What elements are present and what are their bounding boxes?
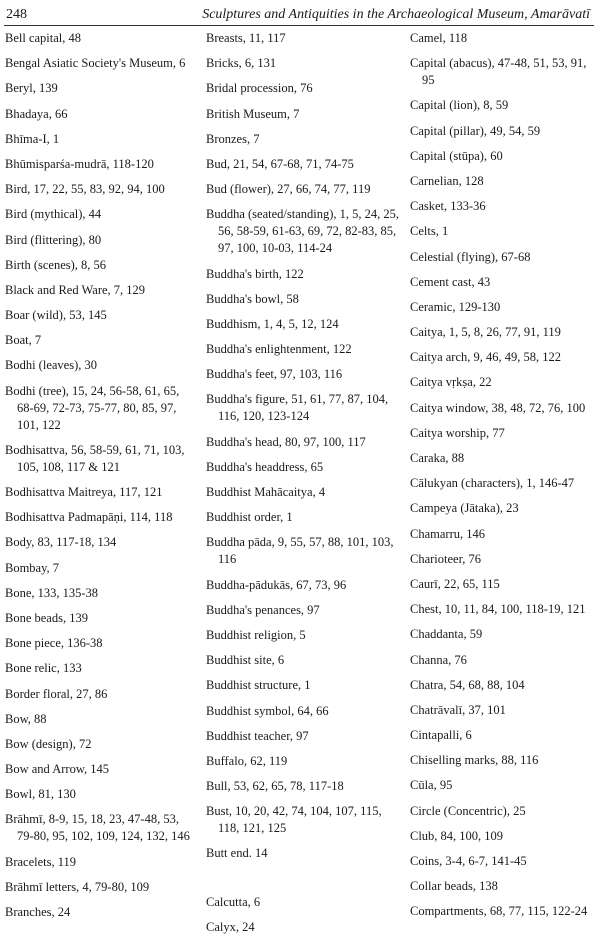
index-entry: Bengal Asiatic Society's Museum, 6: [5, 56, 186, 71]
index-column-1: [5, 30, 197, 929]
index-entry: Chest, 10, 11, 84, 100, 118-19, 121: [410, 602, 586, 617]
index-entry: Cintapalli, 6: [410, 728, 472, 743]
index-entry: Breasts, 11, 117: [206, 31, 286, 45]
index-entry: Chatra, 54, 68, 88, 104: [410, 677, 525, 692]
index-column-2: [206, 30, 402, 944]
index-entry: Bracelets, 119: [5, 854, 77, 869]
index-entry: Chatrāvalī, 37, 101: [410, 702, 506, 717]
page-header: [6, 6, 590, 26]
index-entry: Buddhist teacher, 97: [206, 728, 309, 743]
index-entry: Cement cast, 43: [410, 274, 491, 289]
index-entry: Buddha's head, 80, 97, 100, 117: [206, 434, 366, 449]
index-entry: Bodhisattva Padmapāṇi, 114, 118: [5, 510, 173, 525]
index-entry: Bombay, 7: [5, 560, 60, 575]
index-entry: Buddha's enlightenment, 122: [206, 342, 352, 357]
index-entry: Bowl, 81, 130: [5, 787, 76, 802]
index-entry: Bell capital, 48: [5, 31, 82, 45]
index-entry: Branches, 24: [5, 905, 71, 919]
header-rule: [4, 25, 594, 26]
index-entry: Celts, 1: [410, 224, 449, 239]
index-entry: Bud (flower), 27, 66, 74, 77, 119: [206, 182, 371, 197]
index-entry: Bone relic, 133: [5, 661, 82, 676]
index-entry: Circle (Concentric), 25: [410, 803, 526, 818]
index-entry: Bow and Arrow, 145: [5, 762, 110, 777]
index-entry: Ceramic, 129-130: [410, 299, 501, 314]
index-entry: Bow (design), 72: [5, 736, 92, 751]
index-entry: Chiselling marks, 88, 116: [410, 753, 539, 768]
index-entry: Black and Red Ware, 7, 129: [5, 282, 146, 297]
index-entry: Buddha's birth, 122: [206, 266, 304, 281]
index-entry: Compartments, 68, 77, 115, 122-24: [410, 904, 588, 919]
running-title: Sculptures and Antiquities in the Archaeological Museum, Amarāvatī: [202, 7, 590, 22]
index-entry: Bodhisattva, 56, 58-59, 61, 71, 103, 105, 108, 117 & 121: [5, 442, 185, 474]
section-gap: [206, 871, 402, 894]
index-entry: Caitya vṛkṣa, 22: [410, 375, 492, 390]
index-entry: Buddhist site, 6: [206, 653, 285, 668]
index-entry: Campeya (Jātaka), 23: [410, 501, 519, 516]
index-entry: Chaddanta, 59: [410, 627, 483, 642]
index-entry: Butt end. 14: [206, 846, 268, 861]
index-entry: Bhīma-I, 1: [5, 131, 60, 146]
index-entry: Bow, 88: [5, 711, 47, 726]
index-entry: Buddhist symbol, 64, 66: [206, 703, 329, 718]
index-entry: Beryl, 139: [5, 81, 58, 96]
index-entry: Border floral, 27, 86: [5, 686, 108, 701]
index-entry: Bone piece, 136-38: [5, 636, 103, 651]
index-entry: Bodhi (leaves), 30: [5, 358, 97, 373]
index-entry: Bodhi (tree), 15, 24, 56-58, 61, 65, 68-69, 72-73, 75-77, 80, 85, 97, 101, 122: [5, 383, 180, 432]
index-entry: Buffalo, 62, 119: [206, 753, 288, 768]
index-entry: Birth (scenes), 8, 56: [5, 257, 107, 272]
index-entry: Caitya arch, 9, 46, 49, 58, 122: [410, 350, 562, 365]
index-entry: Collar beads, 138: [410, 879, 498, 894]
index-entry: British Museum, 7: [206, 106, 300, 121]
index-entry: Bone beads, 139: [5, 610, 88, 625]
index-entry: Boat, 7: [5, 333, 42, 348]
index-entry: Brāhmī, 8-9, 15, 18, 23, 47-48, 53, 79-80, 95, 102, 109, 124, 132, 146: [5, 812, 190, 844]
index-entry: Channa, 76: [410, 652, 467, 667]
index-entry: Buddha's bowl, 58: [206, 291, 299, 306]
index-entry: Bricks, 6, 131: [206, 56, 277, 71]
index-entry: Buddhism, 1, 4, 5, 12, 124: [206, 316, 339, 331]
index-entry: Buddha (seated/standing), 1, 5, 24, 25, 56, 58-59, 61-63, 69, 72, 82-83, 85, 97, 100, 10-03, 114-24: [206, 207, 400, 256]
index-entry: Bird (mythical), 44: [5, 207, 102, 222]
index-entry: Bronzes, 7: [206, 131, 260, 146]
index-entry: Caurī, 22, 65, 115: [410, 576, 500, 591]
index-entry: Buddhist structure, 1: [206, 678, 311, 693]
index-entry: Body, 83, 117-18, 134: [5, 535, 117, 550]
index-entry: Bull, 53, 62, 65, 78, 117-18: [206, 779, 344, 794]
index-entry: Buddha's headdress, 65: [206, 459, 324, 474]
index-entry: Caitya worship, 77: [410, 425, 505, 440]
index-column-3: [410, 30, 598, 929]
page-number: 248: [6, 7, 27, 22]
index-entry: Buddhist religion, 5: [206, 627, 306, 642]
index-entry: Caraka, 88: [410, 451, 465, 465]
index-entry: Bird (flittering), 80: [5, 232, 102, 247]
index-entry: Bird, 17, 22, 55, 83, 92, 94, 100: [5, 182, 165, 197]
index-entry: Coins, 3-4, 6-7, 141-45: [410, 854, 527, 868]
index-entry: Caitya window, 38, 48, 72, 76, 100: [410, 400, 586, 415]
index-entry: Capital (stūpa), 60: [410, 148, 503, 163]
index-entry: Bodhisattva Maitreya, 117, 121: [5, 485, 163, 499]
index-entry: Brāhmī letters, 4, 79-80, 109: [5, 879, 150, 894]
index-entry: Buddha pāda, 9, 55, 57, 88, 101, 103, 116: [206, 535, 394, 567]
index-entry: Capital (abacus), 47-48, 51, 53, 91, 95: [410, 56, 587, 88]
index-entry: Capital (pillar), 49, 54, 59: [410, 123, 541, 138]
index-entry: Celestial (flying), 67-68: [410, 249, 531, 264]
index-entry: Capital (lion), 8, 59: [410, 98, 509, 113]
index-entry: Camel, 118: [410, 31, 468, 45]
index-entry: Buddha's penances, 97: [206, 602, 320, 617]
index-entry: Bud, 21, 54, 67-68, 71, 74-75: [206, 156, 354, 171]
index-entry: Buddha's figure, 51, 61, 77, 87, 104, 116, 120, 123-124: [206, 392, 389, 424]
index-entry: Buddha-pādukās, 67, 73, 96: [206, 577, 347, 592]
index-entry: Bust, 10, 20, 42, 74, 104, 107, 115, 118, 121, 125: [206, 804, 382, 836]
index-entry: Buddhist Mahācaitya, 4: [206, 485, 326, 499]
index-entry: Boar (wild), 53, 145: [5, 308, 107, 323]
index-entry: Carnelian, 128: [410, 173, 484, 188]
index-entry: Bridal procession, 76: [206, 81, 313, 96]
index-entry: Calcutta, 6: [206, 894, 261, 909]
index-entry: Buddhist order, 1: [206, 510, 293, 525]
index-entry: Cūla, 95: [410, 778, 453, 793]
index-entry: Bhūmisparśa-mudrā, 118-120: [5, 156, 154, 171]
index-entry: Buddha's feet, 97, 103, 116: [206, 367, 343, 382]
index-entry: Club, 84, 100, 109: [410, 828, 504, 843]
index-entry: Calyx, 24: [206, 919, 255, 934]
index-entry: Cālukyan (characters), 1, 146-47: [410, 476, 575, 491]
index-entry: Bone, 133, 135-38: [5, 585, 99, 600]
index-entry: Charioteer, 76: [410, 551, 482, 566]
index-entry: Chamarru, 146: [410, 526, 485, 541]
index-entry: Bhadaya, 66: [5, 106, 68, 121]
index-entry: Caitya, 1, 5, 8, 26, 77, 91, 119: [410, 325, 561, 340]
index-entry: Casket, 133-36: [410, 199, 486, 214]
